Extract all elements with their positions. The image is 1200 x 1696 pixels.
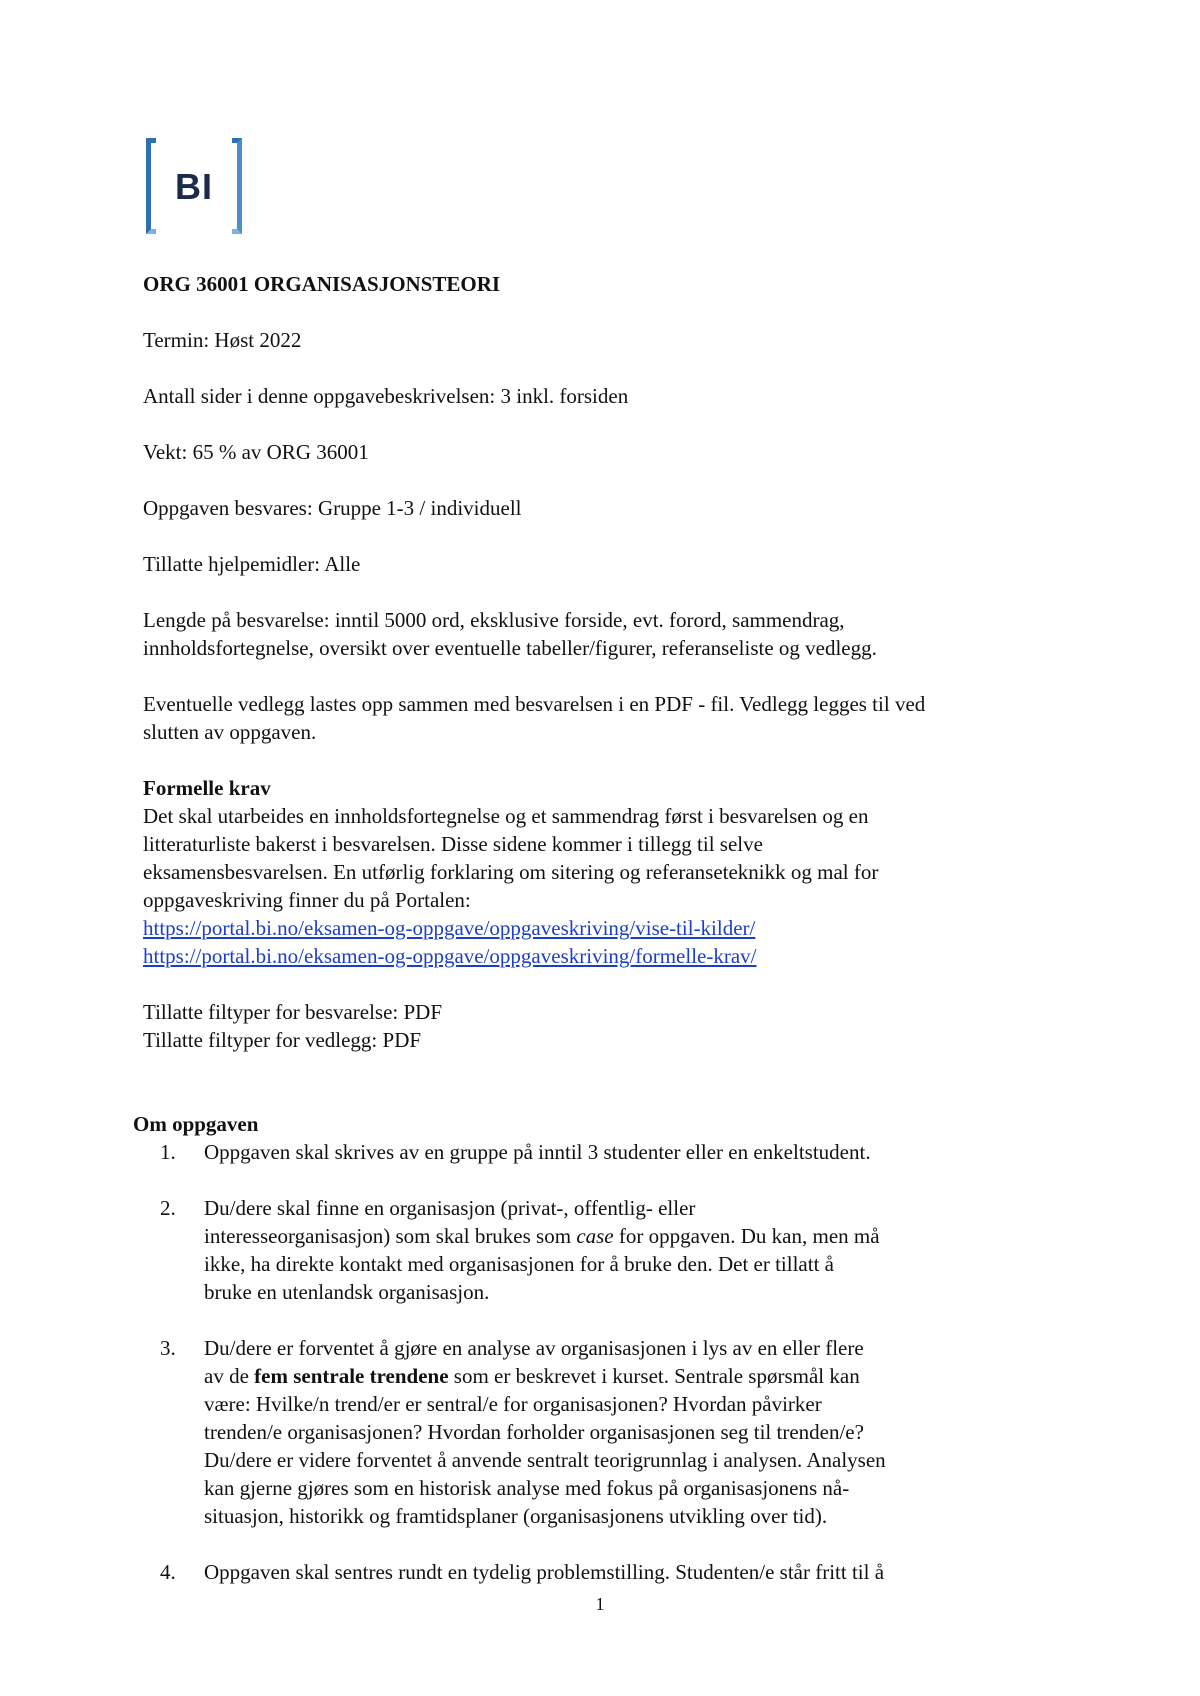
term: Termin: Høst 2022 (143, 328, 302, 352)
weight: Vekt: 65 % av ORG 36001 (143, 440, 369, 464)
trends-bold: fem sentrale trendene (254, 1364, 449, 1388)
item-2-line-4: bruke en utenlandsk organisasjon. (204, 1280, 490, 1304)
list-item (160, 1194, 1060, 1306)
item-3-line-3: være: Hvilke/n trend/er er sentral/e for organisasjonen? Hvordan påvirker (204, 1392, 822, 1416)
length-line-1: Lengde på besvarelse: inntil 5000 ord, eksklusive forside, evt. forord, sammendrag, (143, 608, 845, 632)
list-number: 2. (160, 1196, 176, 1220)
answered-by: Oppgaven besvares: Gruppe 1-3 / individuell (143, 496, 522, 520)
item-3-line-1: Du/dere er forventet å gjøre en analyse av organisasjonen i lys av en eller flere (204, 1336, 864, 1360)
length-line-2: innholdsfortegnelse, oversikt over eventuelle tabeller/figurer, referanseliste og vedlegg. (143, 636, 877, 660)
item-1-line-1: Oppgaven skal skrives av en gruppe på inntil 3 studenter eller en enkeltstudent. (204, 1140, 871, 1164)
link-formelle-krav[interactable]: https://portal.bi.no/eksamen-og-oppgave/oppgaveskriving/formelle-krav/ (143, 944, 757, 968)
list-item (160, 1138, 1060, 1166)
filetypes-attachment: Tillatte filtyper for vedlegg: PDF (143, 1028, 422, 1052)
attachments-line-1: Eventuelle vedlegg lastes opp sammen med besvarelsen i en PDF - fil. Vedlegg legges til ved (143, 692, 926, 716)
filetypes-answer: Tillatte filtyper for besvarelse: PDF (143, 1000, 443, 1024)
list-number: 4. (160, 1560, 176, 1584)
list-item (160, 1558, 1060, 1586)
formal-line-1: Det skal utarbeides en innholdsfortegnelse og et sammendrag først i besvarelsen og en (143, 804, 869, 828)
item-3-line-6: kan gjerne gjøres som en historisk analyse med fokus på organisasjonens nå- (204, 1476, 850, 1500)
item-3-line-4: trenden/e organisasjonen? Hvordan forholder organisasjonen seg til trenden/e? (204, 1420, 864, 1444)
page-count: Antall sider i denne oppgavebeskrivelsen: 3 inkl. forsiden (143, 384, 629, 408)
course-title: ORG 36001 ORGANISASJONSTEORI (143, 272, 501, 296)
logo-text: BI (175, 166, 213, 207)
item-2-line-2: interesseorganisasjon) som skal brukes som case for oppgaven. Du kan, men må (204, 1224, 880, 1248)
item-3-line-5: Du/dere er videre forventet å anvende sentralt teorigrunnlag i analysen. Analysen (204, 1448, 886, 1472)
item-4-line-1: Oppgaven skal sentres rundt en tydelig problemstilling. Studenten/e står fritt til å (204, 1560, 885, 1584)
link-vise-til-kilder[interactable]: https://portal.bi.no/eksamen-og-oppgave/oppgaveskriving/vise-til-kilder/ (143, 916, 756, 940)
about-heading: Om oppgaven (133, 1112, 259, 1136)
formal-line-4: oppgaveskriving finner du på Portalen: (143, 888, 471, 912)
formal-line-2: litteraturliste bakerst i besvarelsen. Disse sidene kommer i tillegg til selve (143, 832, 763, 856)
list-number: 3. (160, 1336, 176, 1360)
item-2-line-1: Du/dere skal finne en organisasjon (privat-, offentlig- eller (204, 1196, 696, 1220)
allowed-aids: Tillatte hjelpemidler: Alle (143, 552, 361, 576)
list-number: 1. (160, 1140, 176, 1164)
case-italic: case (576, 1224, 614, 1248)
item-3-line-2: av de fem sentrale trendene som er beskrevet i kurset. Sentrale spørsmål kan (204, 1364, 860, 1388)
bi-logo (146, 138, 242, 234)
formal-line-3: eksamensbesvarelsen. En utførlig forklaring om sitering og referanseteknikk og mal for (143, 860, 879, 884)
attachments-line-2: slutten av oppgaven. (143, 720, 317, 744)
item-3-line-7: situasjon, historikk og framtidsplaner (organisasjonens utvikling over tid). (204, 1504, 828, 1528)
item-2-line-3: ikke, ha direkte kontakt med organisasjonen for å bruke den. Det er tillatt å (204, 1252, 834, 1276)
formal-heading: Formelle krav (143, 776, 271, 800)
list-item (160, 1334, 1060, 1530)
page-number: 1 (595, 1594, 605, 1614)
